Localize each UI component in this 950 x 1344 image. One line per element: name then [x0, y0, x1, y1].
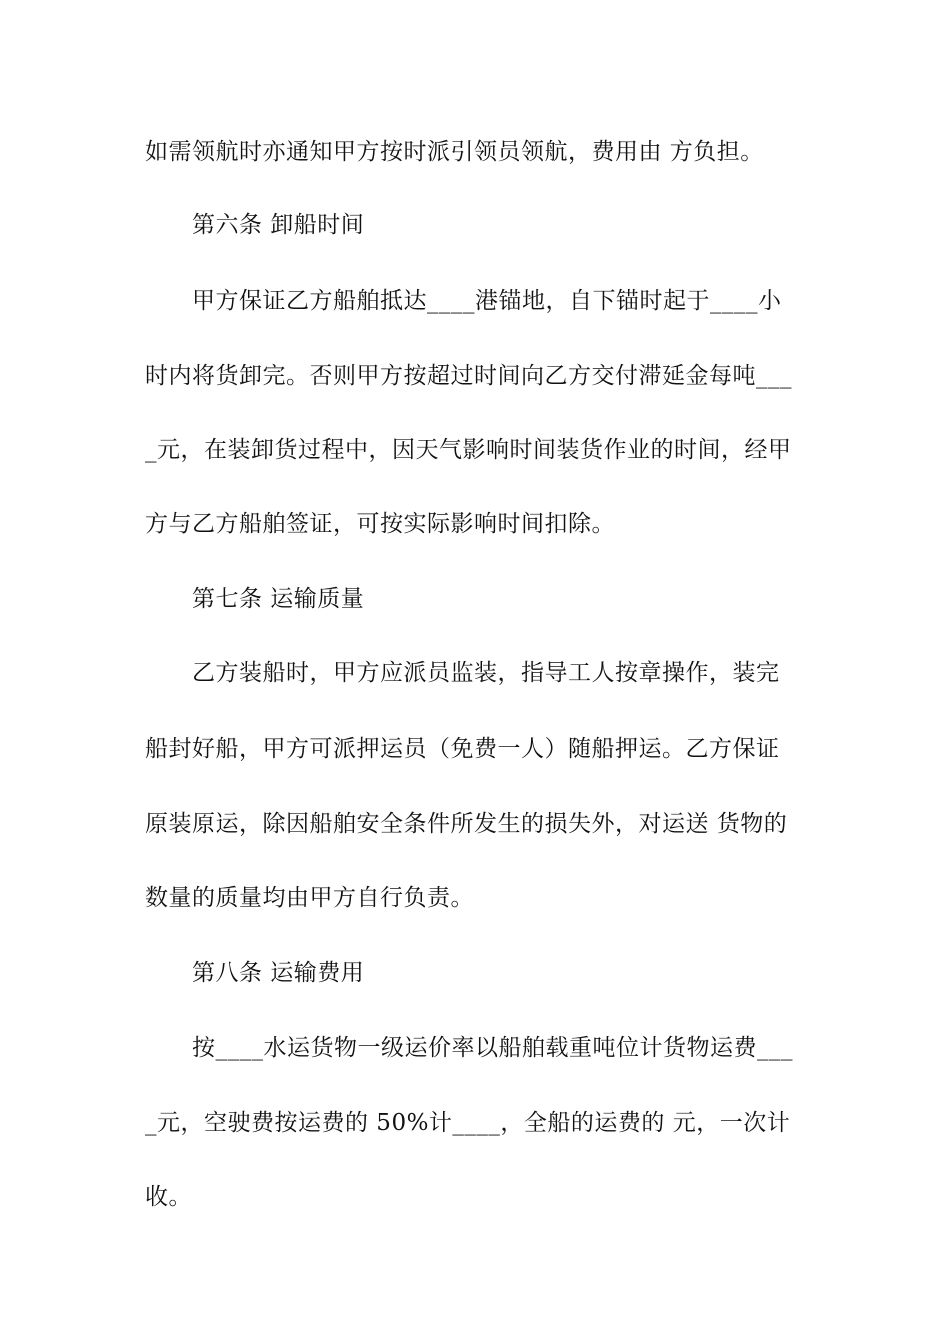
article-heading-7: 第七条 运输质量 — [192, 586, 365, 612]
paragraph-line: 甲方保证乙方船舶抵达____港锚地，自下锚时起于____小 — [192, 288, 782, 314]
paragraph-line: 船封好船，甲方可派押运员（免费一人）随船押运。乙方保证 — [145, 736, 780, 762]
paragraph-line: 方与乙方船舶签证，可按实际影响时间扣除。 — [145, 511, 615, 537]
paragraph-line: 原装原运，除因船舶安全条件所发生的损失外，对运送 货物的 — [145, 811, 788, 837]
paragraph-line: 收。 — [145, 1184, 192, 1210]
paragraph-line: 如需领航时亦通知甲方按时派引领员领航，费用由 方负担。 — [145, 139, 764, 165]
paragraph-line: 时内将货卸完。否则甲方按超过时间向乙方交付滞延金每吨___ — [145, 363, 792, 389]
paragraph-line: _元，在装卸货过程中，因天气影响时间装货作业的时间，经甲 — [145, 437, 792, 463]
article-heading-6: 第六条 卸船时间 — [192, 212, 365, 238]
paragraph-line: _元，空驶费按运费的 50%计____，全船的运费的 元，一次计 — [145, 1110, 791, 1136]
article-heading-8: 第八条 运输费用 — [192, 960, 365, 986]
paragraph-line: 乙方装船时，甲方应派员监装，指导工人按章操作，装完 — [192, 660, 780, 686]
paragraph-line: 按____水运货物一级运价率以船舶载重吨位计货物运费___ — [192, 1035, 793, 1061]
paragraph-line: 数量的质量均由甲方自行负责。 — [145, 885, 474, 911]
